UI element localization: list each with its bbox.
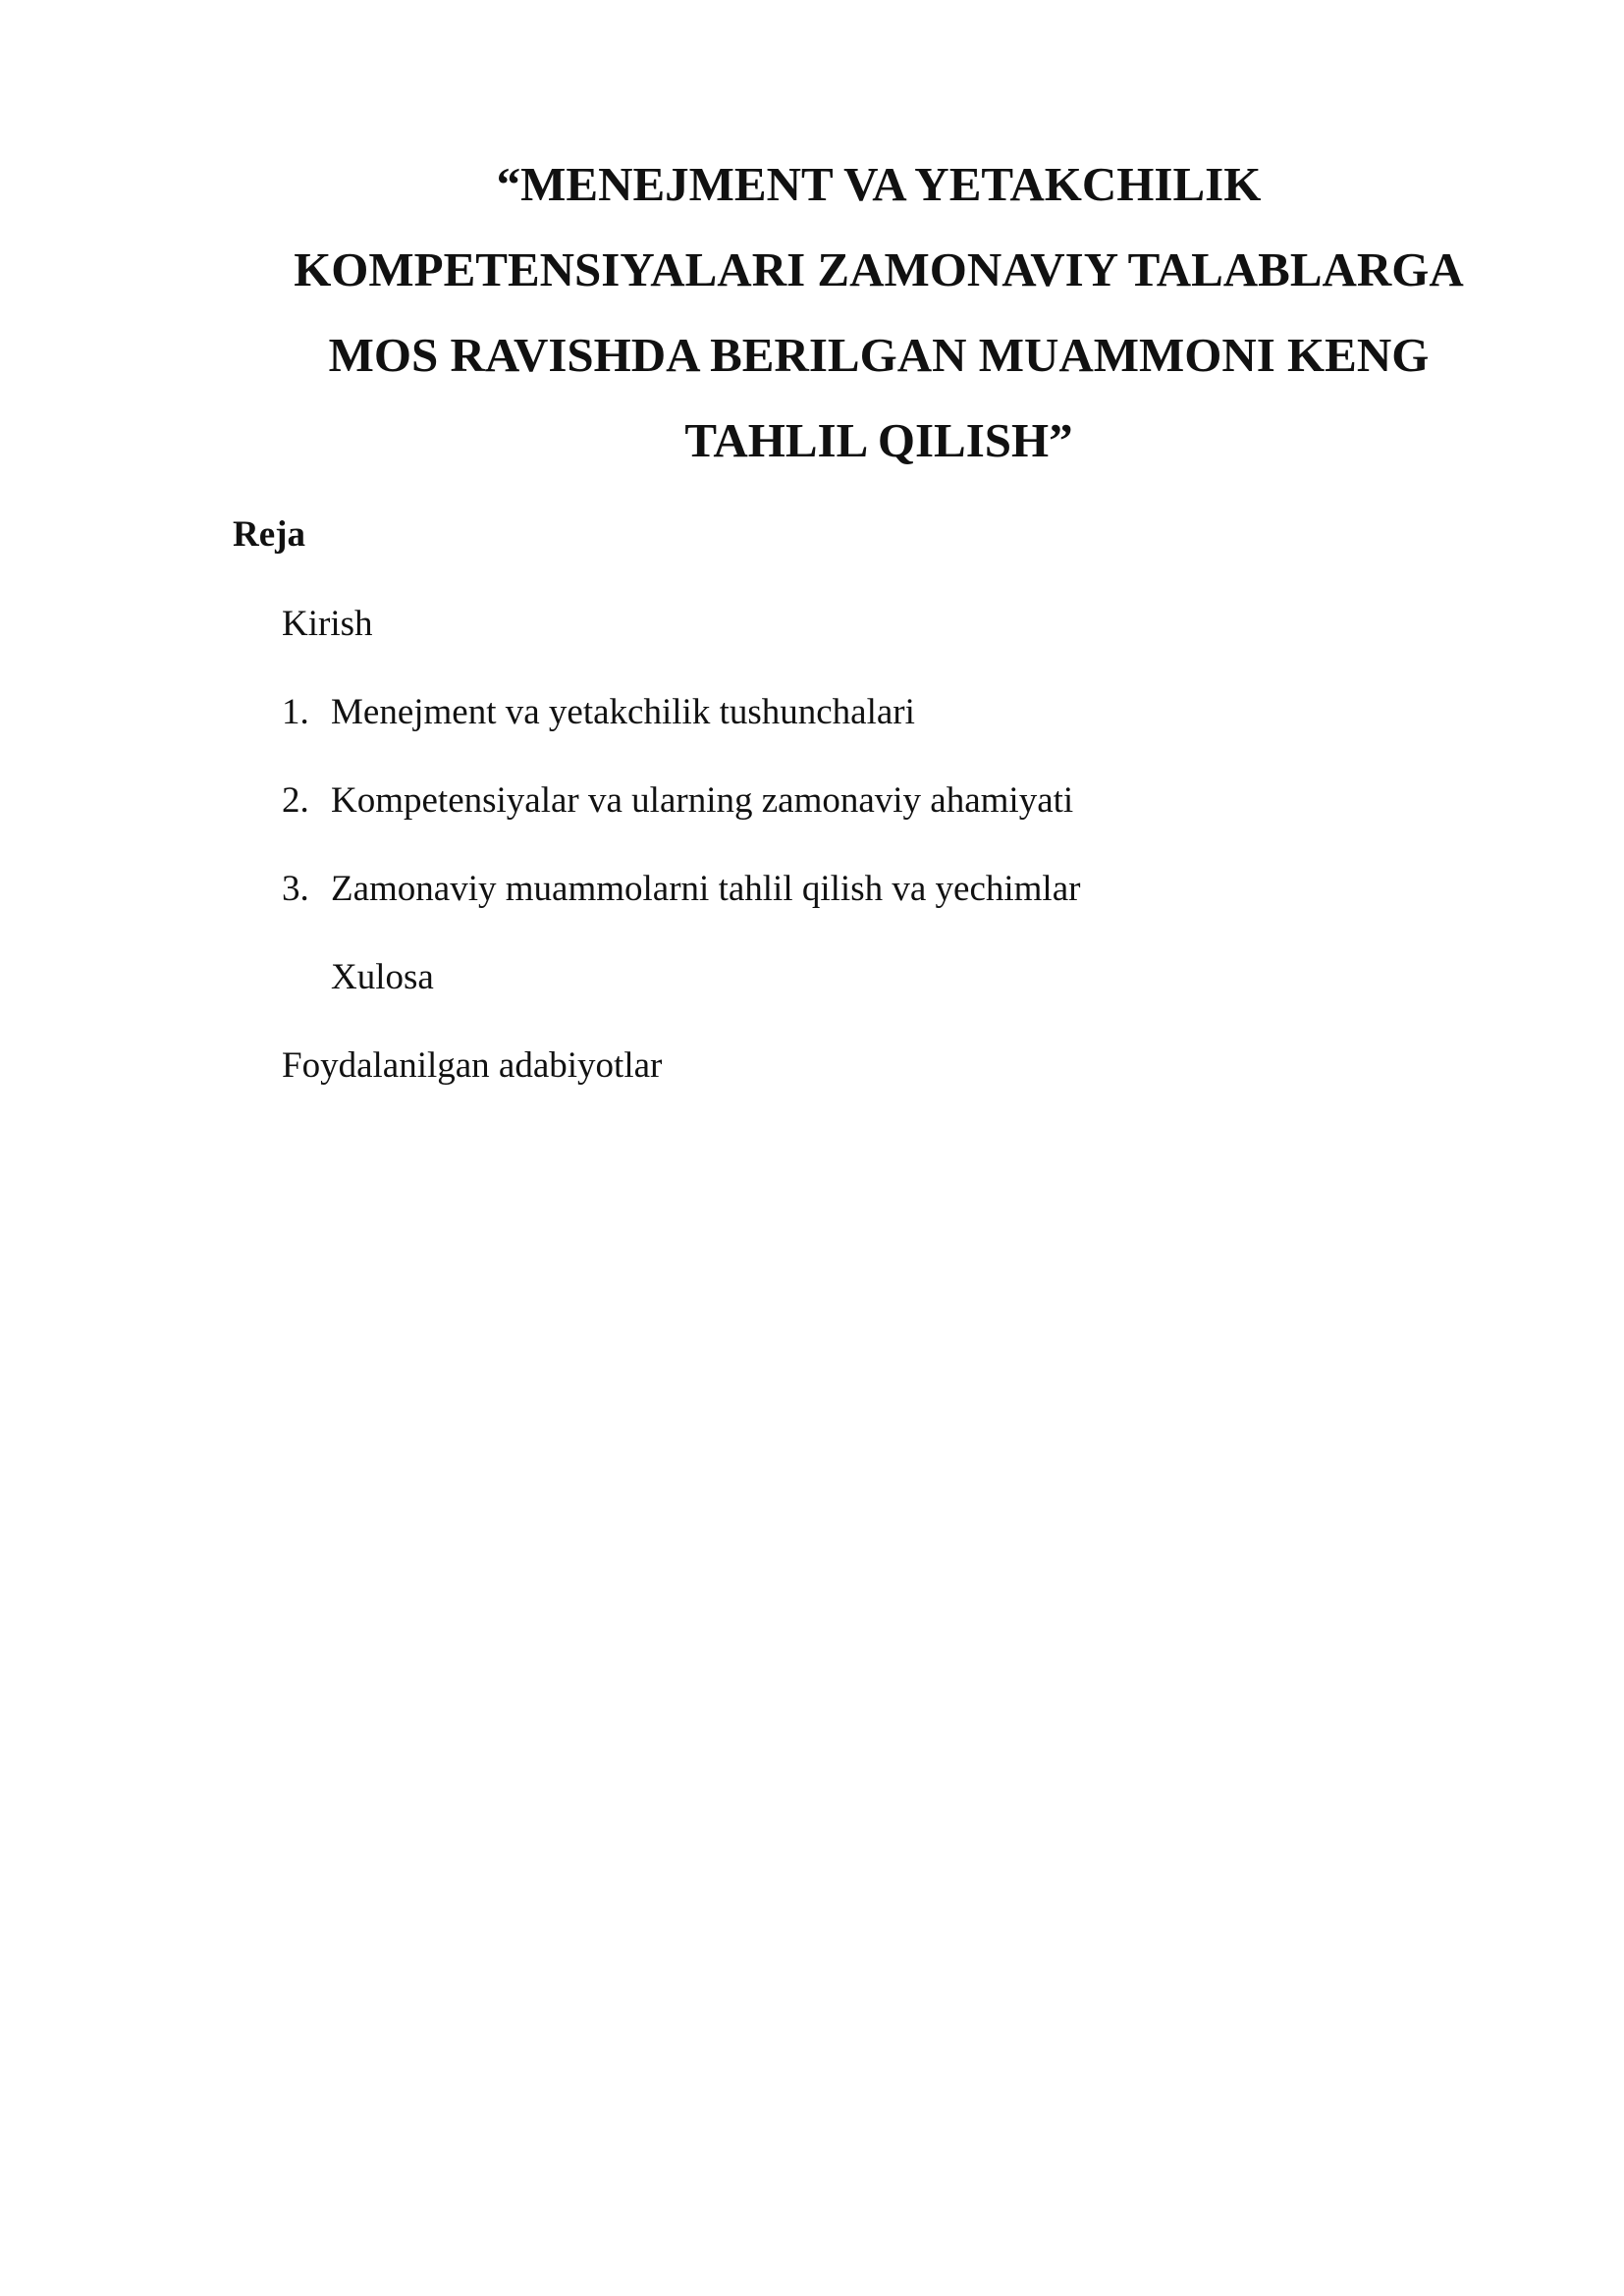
plan-item-3-text: Zamonaviy muammolarni tahlil qilish va yechimlar bbox=[331, 869, 1081, 909]
title-line-3: MOS RAVISHDA BERILGAN MUAMMONI KENG bbox=[328, 328, 1430, 382]
plan-item-intro: Kirish bbox=[282, 604, 373, 644]
plan-item-1-text: Menejment va yetakchilik tushunchalari bbox=[331, 692, 915, 732]
title-line-1: “MENEJMENT VA YETAKCHILIK bbox=[496, 157, 1262, 211]
plan-item-2-number: 2. bbox=[282, 780, 309, 821]
plan-heading: Reja bbox=[233, 514, 305, 555]
title-line-2: KOMPETENSIYALARI ZAMONAVIY TALABLARGA bbox=[294, 242, 1464, 296]
plan-item-2-text: Kompetensiyalar va ularning zamonaviy ahamiyati bbox=[331, 780, 1074, 821]
plan-item-conclusion: Xulosa bbox=[331, 957, 434, 997]
plan-item-1-number: 1. bbox=[282, 692, 309, 732]
title-line-4: TAHLIL QILISH” bbox=[684, 413, 1073, 467]
plan-item-references: Foydalanilgan adabiyotlar bbox=[282, 1045, 663, 1086]
plan-item-3-number: 3. bbox=[282, 869, 309, 909]
